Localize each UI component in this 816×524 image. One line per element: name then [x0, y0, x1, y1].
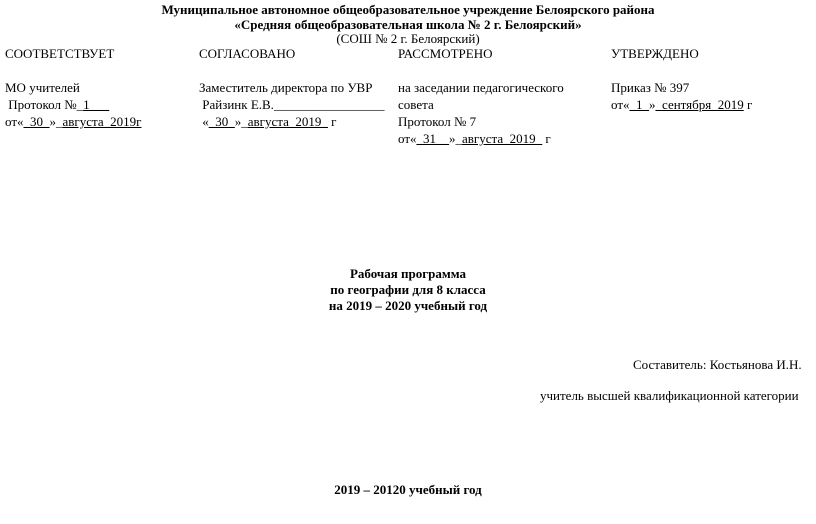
school-name: «Средняя общеобразовательная школа № 2 г. Белоярский» [234, 17, 582, 32]
approval-column-agreed [199, 45, 384, 130]
council-label: совета [398, 97, 434, 112]
program-year: на 2019 – 2020 учебный год [328, 298, 488, 313]
protocol-line: Протокол №_1___ [5, 97, 110, 112]
school-district-title: Муниципальное автономное общеобразовательное учреждение Белоярского района [161, 2, 655, 17]
date-line: от«_1_»_сентября_2019 г [611, 97, 753, 112]
signature-line: Райзинк Е.В._________________ [199, 97, 385, 112]
footer-academic-year: 2019 – 20120 учебный год [334, 482, 482, 497]
compiler-name: Составитель: Костьянова И.Н. [633, 357, 802, 372]
column-title: УТВЕРЖДЕНО [611, 46, 699, 61]
approval-column-corresponds [5, 45, 141, 130]
order-number: Приказ № 397 [611, 80, 690, 95]
council-meeting-label: на заседании педагогического [398, 80, 564, 95]
mo-teachers-label: МО учителей [5, 80, 80, 95]
date-line: «_30_»_августа_2019_ г [199, 114, 337, 129]
deputy-director-label: Заместитель директора по УВР [199, 80, 373, 95]
approval-column-reviewed [398, 45, 564, 147]
column-title: РАССМОТРЕНО [398, 46, 493, 61]
program-subject: по географии для 8 класса [330, 282, 486, 297]
date-line: от«_31__»_августа_2019_ г [398, 131, 551, 146]
column-title: СОГЛАСОВАНО [199, 46, 296, 61]
column-title: СООТВЕТСТВУЕТ [5, 46, 115, 61]
compiler-position: учитель высшей квалификационной категории [540, 388, 799, 403]
protocol-line: Протокол № 7 [398, 114, 477, 129]
date-line: от«_30_»_августа_2019г [5, 114, 142, 129]
school-abbreviation: (СОШ № 2 г. Белоярский) [336, 31, 480, 46]
approval-column-approved [611, 45, 752, 113]
program-title: Рабочая программа [349, 266, 467, 281]
